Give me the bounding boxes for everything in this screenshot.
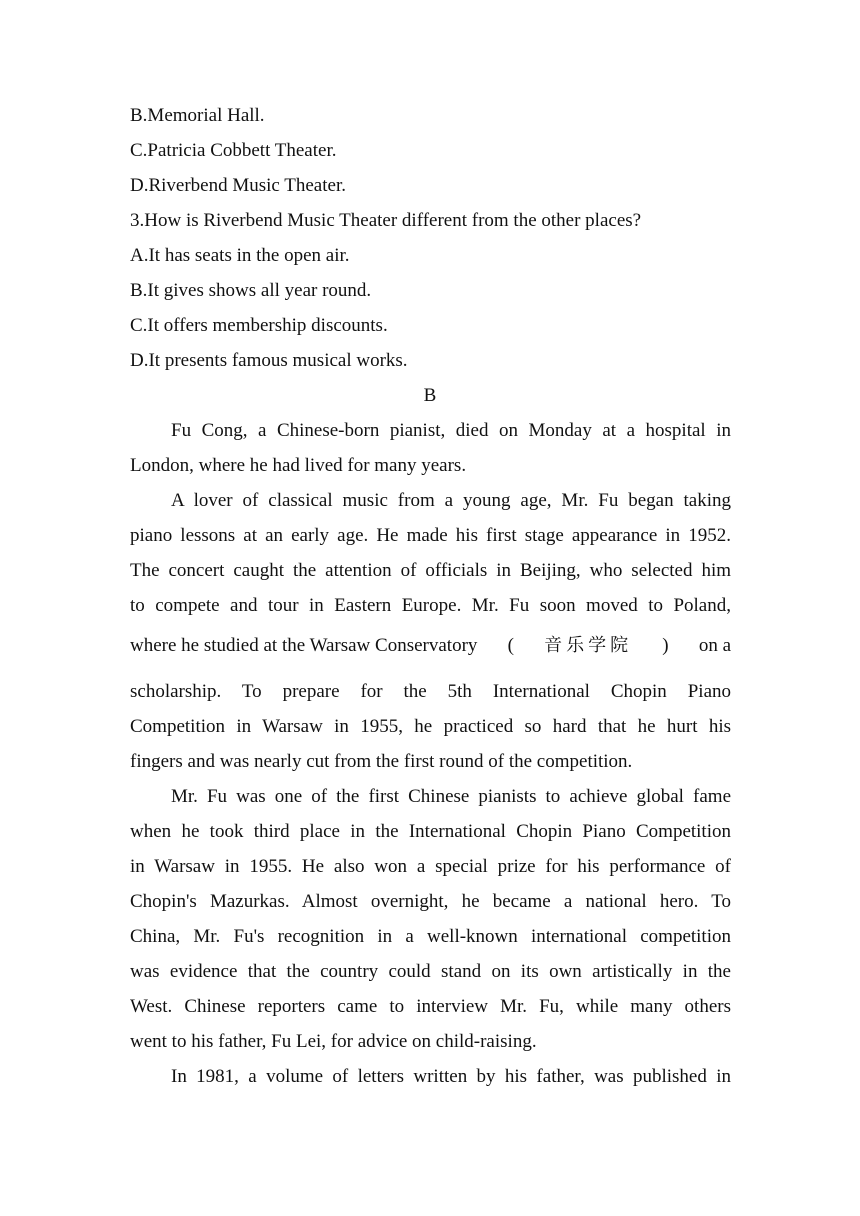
- paren-close: ): [662, 635, 669, 656]
- section-heading: B: [423, 385, 437, 406]
- option-2b: B.Memorial Hall.: [130, 105, 265, 126]
- conservatory-text: where he studied at the Warsaw Conservatory: [130, 635, 478, 656]
- passage-line: China, Mr. Fu's recognition in a well-known international competition: [130, 926, 731, 947]
- passage-line: was evidence that the country could stand on its own artistically in the: [130, 961, 731, 982]
- passage-line: In 1981, a volume of letters written by his father, was published in: [171, 1066, 731, 1087]
- option-2d: D.Riverbend Music Theater.: [130, 175, 346, 196]
- passage-line: Fu Cong, a Chinese-born pianist, died on Monday at a hospital in: [171, 420, 731, 441]
- passage-line: when he took third place in the International Chopin Piano Competition: [130, 821, 731, 842]
- paren-open: (: [507, 635, 514, 656]
- passage-line: Mr. Fu was one of the first Chinese pianists to achieve global fame: [171, 786, 731, 807]
- conservatory-chinese-gloss: 音乐学院: [544, 635, 633, 656]
- passage-line: Competition in Warsaw in 1955, he practiced so hard that he hurt his: [130, 716, 731, 737]
- passage-line-conservatory: [130, 628, 731, 663]
- passage-line: fingers and was nearly cut from the first round of the competition.: [130, 751, 633, 772]
- option-3a: A.It has seats in the open air.: [130, 245, 350, 266]
- option-3b: B.It gives shows all year round.: [130, 280, 372, 301]
- passage-line: London, where he had lived for many years.: [130, 455, 467, 476]
- option-2c: C.Patricia Cobbett Theater.: [130, 140, 337, 161]
- passage-line: went to his father, Fu Lei, for advice on child-raising.: [130, 1031, 537, 1052]
- passage-line: West. Chinese reporters came to interview Mr. Fu, while many others: [130, 996, 731, 1017]
- conservatory-text-end: on a: [698, 635, 731, 656]
- option-3d: D.It presents famous musical works.: [130, 350, 408, 371]
- passage-line: to compete and tour in Eastern Europe. Mr. Fu soon moved to Poland,: [130, 595, 731, 616]
- passage-line: Chopin's Mazurkas. Almost overnight, he became a national hero. To: [130, 891, 731, 912]
- passage-line: in Warsaw in 1955. He also won a special prize for his performance of: [130, 856, 731, 877]
- passage-line: piano lessons at an early age. He made his first stage appearance in 1952.: [130, 525, 731, 546]
- question-3-stem: 3.How is Riverbend Music Theater different from the other places?: [130, 210, 642, 231]
- passage-line: scholarship. To prepare for the 5th International Chopin Piano: [130, 681, 731, 702]
- passage-line: A lover of classical music from a young age, Mr. Fu began taking: [171, 490, 731, 511]
- option-3c: C.It offers membership discounts.: [130, 315, 388, 336]
- passage-line: The concert caught the attention of officials in Beijing, who selected him: [130, 560, 731, 581]
